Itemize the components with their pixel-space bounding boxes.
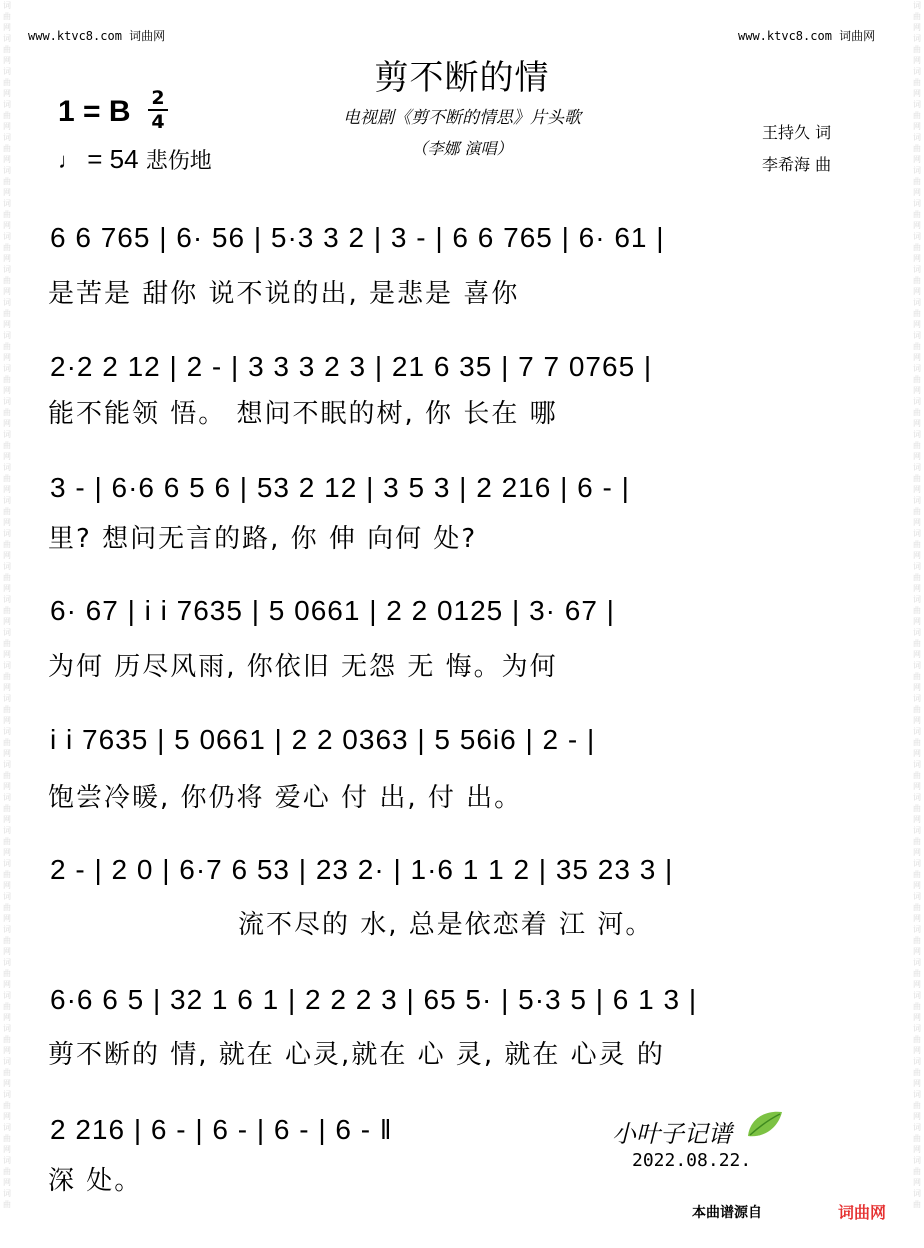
edge-watermark-char: 曲: [913, 45, 921, 54]
edge-watermark-char: 网: [913, 1046, 921, 1055]
edge-watermark-char: 网: [913, 452, 921, 461]
edge-watermark-char: 词: [913, 133, 921, 142]
edge-watermark-char: 曲: [3, 375, 11, 384]
edge-watermark-char: 网: [913, 254, 921, 263]
edge-watermark-char: 词: [913, 463, 921, 472]
edge-watermark-right: [910, 0, 924, 1248]
edge-watermark-char: 词: [913, 562, 921, 571]
edge-watermark-char: 曲: [913, 507, 921, 516]
edge-watermark-char: 网: [913, 518, 921, 527]
edge-watermark-char: 网: [3, 89, 11, 98]
edge-watermark-char: 词: [3, 1189, 11, 1198]
site-watermark-left: www.ktvc8.com 词曲网: [28, 29, 166, 43]
edge-watermark-char: 词: [3, 199, 11, 208]
edge-watermark-char: 词: [913, 364, 921, 373]
edge-watermark-char: 网: [913, 386, 921, 395]
edge-watermark-char: 曲: [3, 111, 11, 120]
edge-watermark-char: 词: [3, 727, 11, 736]
time-signature-bottom: 4: [151, 111, 165, 133]
edge-watermark-char: 词: [3, 463, 11, 472]
edge-watermark-char: 词: [913, 727, 921, 736]
edge-watermark-char: 曲: [913, 1200, 921, 1209]
edge-watermark-char: 曲: [3, 936, 11, 945]
edge-watermark-char: 曲: [3, 1035, 11, 1044]
edge-watermark-char: 网: [913, 848, 921, 857]
edge-watermark-char: 曲: [913, 375, 921, 384]
edge-watermark-char: 网: [3, 353, 11, 362]
edge-watermark-char: 词: [913, 628, 921, 637]
edge-watermark-char: 网: [913, 1079, 921, 1088]
edge-watermark-char: 网: [913, 551, 921, 560]
edge-watermark-char: 词: [913, 1057, 921, 1066]
edge-watermark-char: 词: [3, 430, 11, 439]
edge-watermark-char: 网: [3, 452, 11, 461]
edge-watermark-char: 曲: [3, 342, 11, 351]
edge-watermark-left: [0, 0, 14, 1248]
edge-watermark-char: 词: [913, 958, 921, 967]
edge-watermark-char: 词: [3, 1057, 11, 1066]
edge-watermark-char: 网: [3, 650, 11, 659]
edge-watermark-char: 词: [3, 1123, 11, 1132]
site-watermark-right: www.ktvc8.com 词曲网: [738, 29, 876, 43]
edge-watermark-char: 网: [3, 122, 11, 131]
edge-watermark-char: 曲: [3, 870, 11, 879]
edge-watermark-char: 曲: [3, 243, 11, 252]
edge-watermark-char: 网: [3, 287, 11, 296]
source-label: 本曲谱源自: [692, 1205, 762, 1221]
edge-watermark-char: 曲: [913, 309, 921, 318]
edge-watermark-char: 词: [913, 496, 921, 505]
edge-watermark-char: 词: [3, 991, 11, 1000]
edge-watermark-char: 曲: [913, 210, 921, 219]
edge-watermark-char: 曲: [3, 672, 11, 681]
edge-watermark-char: 曲: [913, 639, 921, 648]
edge-watermark-char: 网: [913, 1112, 921, 1121]
edge-watermark-char: 网: [3, 1013, 11, 1022]
edge-watermark-char: 网: [913, 188, 921, 197]
edge-watermark-char: 词: [913, 199, 921, 208]
edge-watermark-char: 曲: [3, 969, 11, 978]
edge-watermark-char: 词: [3, 760, 11, 769]
edge-watermark-char: 词: [913, 265, 921, 274]
lyric-line-8: 深 处。: [48, 1166, 143, 1196]
edge-watermark-char: 曲: [913, 78, 921, 87]
source-brand: 词曲网: [838, 1203, 887, 1222]
edge-watermark-char: 词: [913, 232, 921, 241]
edge-watermark-char: 词: [3, 100, 11, 109]
edge-watermark-char: 词: [913, 298, 921, 307]
edge-watermark-char: 词: [913, 760, 921, 769]
edge-watermark-char: 词: [913, 661, 921, 670]
edge-watermark-char: 词: [3, 1024, 11, 1033]
edge-watermark-char: 网: [3, 320, 11, 329]
edge-watermark-char: 网: [3, 518, 11, 527]
edge-watermark-char: 网: [913, 353, 921, 362]
edge-watermark-char: 网: [913, 749, 921, 758]
edge-watermark-char: 词: [3, 859, 11, 868]
lyric-line-6: 流不尽的 水, 总是依恋着 江 河。: [238, 910, 654, 940]
edge-watermark-char: 网: [913, 1145, 921, 1154]
singer-credit: （李娜 演唱）: [411, 139, 513, 158]
notation-line-1: 6 6 765 | 6· 56 | 5·3 3 2 | 3 - | 6 6 765 | 6· 61 |: [50, 222, 665, 253]
edge-watermark-char: 曲: [913, 12, 921, 21]
lyric-line-5: 饱尝冷暖, 你仍将 爱心 付 出, 付 出。: [48, 783, 523, 813]
edge-watermark-char: 网: [913, 221, 921, 230]
edge-watermark-char: 网: [3, 188, 11, 197]
edge-watermark-char: 网: [3, 947, 11, 956]
edge-watermark-char: 网: [3, 617, 11, 626]
edge-watermark-char: 词: [3, 562, 11, 571]
edge-watermark-char: 曲: [3, 1068, 11, 1077]
edge-watermark-char: 网: [3, 848, 11, 857]
edge-watermark-char: 曲: [913, 342, 921, 351]
edge-watermark-char: 网: [3, 584, 11, 593]
edge-watermark-char: 曲: [913, 738, 921, 747]
edge-watermark-char: 曲: [913, 408, 921, 417]
edge-watermark-char: 词: [913, 1156, 921, 1165]
song-subtitle: 电视剧《剪不断的情思》片头歌: [343, 108, 581, 128]
edge-watermark-char: 词: [913, 1090, 921, 1099]
edge-watermark-char: 曲: [913, 837, 921, 846]
lyricist-credit: 王持久 词: [762, 123, 832, 142]
edge-watermark-char: 词: [913, 595, 921, 604]
edge-watermark-char: 网: [3, 485, 11, 494]
edge-watermark-char: 词: [3, 166, 11, 175]
edge-watermark-char: 曲: [3, 540, 11, 549]
edge-watermark-char: 曲: [913, 243, 921, 252]
edge-watermark-char: 词: [913, 67, 921, 76]
edge-watermark-char: 网: [913, 56, 921, 65]
edge-watermark-char: 曲: [3, 12, 11, 21]
edge-watermark-char: 曲: [3, 210, 11, 219]
edge-watermark-char: 曲: [913, 177, 921, 186]
edge-watermark-char: 网: [913, 122, 921, 131]
edge-watermark-char: 网: [3, 1112, 11, 1121]
edge-watermark-char: 曲: [3, 1167, 11, 1176]
edge-watermark-char: 网: [913, 881, 921, 890]
edge-watermark-char: 网: [3, 254, 11, 263]
edge-watermark-char: 曲: [913, 111, 921, 120]
edge-watermark-char: 曲: [913, 870, 921, 879]
edge-watermark-char: 词: [913, 1189, 921, 1198]
edge-watermark-char: 曲: [3, 573, 11, 582]
notation-line-7: 6·6 6 5 | 32 1 6 1 | 2 2 2 3 | 65 5· | 5·3 5 | 6 1 3 |: [50, 984, 698, 1015]
edge-watermark-char: 网: [913, 947, 921, 956]
edge-watermark-char: 网: [913, 782, 921, 791]
edge-watermark-char: 词: [913, 991, 921, 1000]
edge-watermark-char: 曲: [913, 1002, 921, 1011]
edge-watermark-char: 网: [3, 749, 11, 758]
edge-watermark-char: 曲: [3, 639, 11, 648]
notation-line-4: 6· 67 | i i 7635 | 5 0661 | 2 2 0125 | 3· 67 |: [50, 595, 615, 626]
lyric-line-7: 剪不断的 情, 就在 心灵,就在 心 灵, 就在 心灵 的: [48, 1040, 665, 1070]
edge-watermark-char: 曲: [3, 771, 11, 780]
notation-line-6: 2 - | 2 0 | 6·7 6 53 | 23 2· | 1·6 1 1 2 | 35 23 3 |: [50, 854, 674, 885]
edge-watermark-char: 词: [3, 826, 11, 835]
edge-watermark-char: 曲: [3, 1101, 11, 1110]
edge-watermark-char: 词: [3, 694, 11, 703]
edge-watermark-char: 词: [913, 1024, 921, 1033]
edge-watermark-char: 词: [913, 34, 921, 43]
edge-watermark-char: 网: [913, 485, 921, 494]
edge-watermark-char: 网: [3, 56, 11, 65]
lyric-line-3: 里? 想问无言的路, 你 伸 向何 处?: [48, 524, 478, 554]
edge-watermark-char: 曲: [913, 573, 921, 582]
edge-watermark-char: 曲: [913, 804, 921, 813]
edge-watermark-char: 曲: [913, 936, 921, 945]
edge-watermark-char: 网: [3, 914, 11, 923]
edge-watermark-char: 网: [913, 419, 921, 428]
notation-line-3: 3 - | 6·6 6 5 6 | 53 2 12 | 3 5 3 | 2 216 | 6 - |: [50, 472, 630, 503]
edge-watermark-char: 曲: [3, 408, 11, 417]
tempo-marking: [58, 144, 212, 175]
edge-watermark-char: 词: [913, 331, 921, 340]
edge-watermark-char: 曲: [913, 144, 921, 153]
edge-watermark-char: 词: [913, 1123, 921, 1132]
edge-watermark-char: 网: [3, 683, 11, 692]
edge-watermark-char: 网: [913, 617, 921, 626]
edge-watermark-char: 曲: [3, 507, 11, 516]
leaf-icon: [744, 1106, 786, 1142]
edge-watermark-char: 词: [3, 1, 11, 10]
edge-watermark-char: 网: [913, 683, 921, 692]
edge-watermark-char: 曲: [3, 1200, 11, 1209]
edge-watermark-char: 网: [3, 716, 11, 725]
edge-watermark-char: 网: [913, 716, 921, 725]
edge-watermark-char: 词: [913, 397, 921, 406]
edge-watermark-char: 词: [3, 925, 11, 934]
edge-watermark-char: 曲: [3, 837, 11, 846]
edge-watermark-char: 词: [3, 958, 11, 967]
edge-watermark-char: 曲: [913, 606, 921, 615]
edge-watermark-char: 曲: [3, 441, 11, 450]
edge-watermark-char: 网: [913, 89, 921, 98]
edge-watermark-char: 词: [3, 265, 11, 274]
edge-watermark-char: 网: [3, 221, 11, 230]
edge-watermark-char: 网: [3, 881, 11, 890]
edge-watermark-char: 词: [3, 298, 11, 307]
edge-watermark-char: 词: [913, 100, 921, 109]
edge-watermark-char: 词: [913, 793, 921, 802]
edge-watermark-char: 词: [3, 661, 11, 670]
edge-watermark-char: 网: [3, 1145, 11, 1154]
edge-watermark-char: 词: [913, 694, 921, 703]
edge-watermark-char: 曲: [3, 309, 11, 318]
edge-watermark-char: 词: [3, 331, 11, 340]
lyric-line-4: 为何 历尽风雨, 你依旧 无怨 无 悔。为何: [48, 652, 558, 682]
edge-watermark-char: 词: [3, 628, 11, 637]
edge-watermark-char: 网: [3, 1079, 11, 1088]
edge-watermark-char: 曲: [3, 144, 11, 153]
edge-watermark-char: 曲: [913, 1167, 921, 1176]
tempo-value: = 54: [87, 144, 139, 174]
edge-watermark-char: 曲: [3, 276, 11, 285]
transcription-date: 2022.08.22.: [632, 1150, 752, 1171]
edge-watermark-char: 词: [913, 892, 921, 901]
edge-watermark-char: 曲: [913, 276, 921, 285]
song-title: 剪不断的情: [374, 58, 550, 98]
edge-watermark-char: 曲: [913, 672, 921, 681]
edge-watermark-char: 曲: [3, 45, 11, 54]
edge-watermark-char: 网: [913, 914, 921, 923]
edge-watermark-char: 网: [913, 320, 921, 329]
edge-watermark-char: 网: [913, 815, 921, 824]
edge-watermark-char: 曲: [3, 903, 11, 912]
edge-watermark-char: 网: [913, 980, 921, 989]
composer-credit: 李希海 曲: [762, 155, 832, 174]
edge-watermark-char: 词: [3, 397, 11, 406]
edge-watermark-char: 词: [3, 1090, 11, 1099]
edge-watermark-char: 词: [3, 496, 11, 505]
edge-watermark-char: 词: [3, 892, 11, 901]
edge-watermark-char: 曲: [913, 1068, 921, 1077]
edge-watermark-char: 网: [3, 815, 11, 824]
edge-watermark-char: 曲: [913, 705, 921, 714]
edge-watermark-char: 曲: [3, 1002, 11, 1011]
lyric-line-1: 是苦是 甜你 说不说的出, 是悲是 喜你: [48, 279, 520, 309]
edge-watermark-char: 曲: [913, 441, 921, 450]
edge-watermark-char: 网: [3, 1178, 11, 1187]
edge-watermark-char: 网: [913, 1178, 921, 1187]
edge-watermark-char: 词: [3, 232, 11, 241]
edge-watermark-char: 曲: [913, 1035, 921, 1044]
edge-watermark-char: 网: [3, 155, 11, 164]
edge-watermark-char: 曲: [913, 1101, 921, 1110]
edge-watermark-char: 网: [3, 980, 11, 989]
edge-watermark-char: 词: [3, 34, 11, 43]
edge-watermark-char: 词: [3, 133, 11, 142]
time-signature: [148, 88, 168, 132]
edge-watermark-char: 词: [913, 859, 921, 868]
edge-watermark-char: 网: [3, 782, 11, 791]
quarter-note-icon: ♩: [58, 148, 80, 173]
edge-watermark-char: 曲: [3, 606, 11, 615]
edge-watermark-char: 曲: [3, 804, 11, 813]
key-signature: 1 = B: [58, 95, 131, 128]
edge-watermark-char: 词: [3, 793, 11, 802]
notation-line-5: i i 7635 | 5 0661 | 2 2 0363 | 5 56i6 | 2 - |: [50, 724, 596, 755]
notation-line-2: 2·2 2 12 | 2 - | 3 3 3 2 3 | 21 6 35 | 7 7 0765 |: [50, 351, 653, 382]
edge-watermark-char: 网: [3, 419, 11, 428]
edge-watermark-char: 曲: [3, 177, 11, 186]
time-signature-top: 2: [151, 87, 165, 109]
tempo-mood: 悲伤地: [145, 148, 212, 173]
edge-watermark-char: 词: [913, 166, 921, 175]
edge-watermark-char: 曲: [913, 771, 921, 780]
edge-watermark-char: 曲: [3, 1134, 11, 1143]
transcriber-signature: 小叶子记谱: [612, 1120, 732, 1148]
edge-watermark-char: 网: [913, 23, 921, 32]
edge-watermark-char: 曲: [3, 738, 11, 747]
edge-watermark-char: 网: [3, 386, 11, 395]
edge-watermark-char: 曲: [3, 78, 11, 87]
edge-watermark-char: 网: [3, 551, 11, 560]
edge-watermark-char: 词: [913, 1, 921, 10]
edge-watermark-char: 词: [913, 529, 921, 538]
edge-watermark-char: 曲: [913, 903, 921, 912]
edge-watermark-char: 网: [913, 584, 921, 593]
edge-watermark-char: 曲: [3, 474, 11, 483]
edge-watermark-char: 词: [3, 364, 11, 373]
edge-watermark-char: 曲: [913, 474, 921, 483]
edge-watermark-char: 网: [913, 287, 921, 296]
edge-watermark-char: 词: [3, 1156, 11, 1165]
notation-line-8: 2 216 | 6 - | 6 - | 6 - | 6 - ‖: [50, 1114, 393, 1145]
edge-watermark-char: 词: [913, 826, 921, 835]
edge-watermark-char: 词: [913, 430, 921, 439]
edge-watermark-char: 网: [913, 155, 921, 164]
edge-watermark-char: 网: [3, 23, 11, 32]
edge-watermark-char: 曲: [913, 1134, 921, 1143]
edge-watermark-char: 词: [3, 67, 11, 76]
edge-watermark-char: 词: [3, 595, 11, 604]
edge-watermark-char: 词: [913, 925, 921, 934]
edge-watermark-char: 曲: [3, 705, 11, 714]
edge-watermark-char: 网: [3, 1046, 11, 1055]
edge-watermark-char: 曲: [913, 540, 921, 549]
lyric-line-2: 能不能领 悟。 想问不眠的树, 你 长在 哪: [48, 399, 558, 429]
edge-watermark-char: 词: [3, 529, 11, 538]
edge-watermark-char: 网: [913, 1013, 921, 1022]
edge-watermark-char: 曲: [913, 969, 921, 978]
edge-watermark-char: 网: [913, 650, 921, 659]
